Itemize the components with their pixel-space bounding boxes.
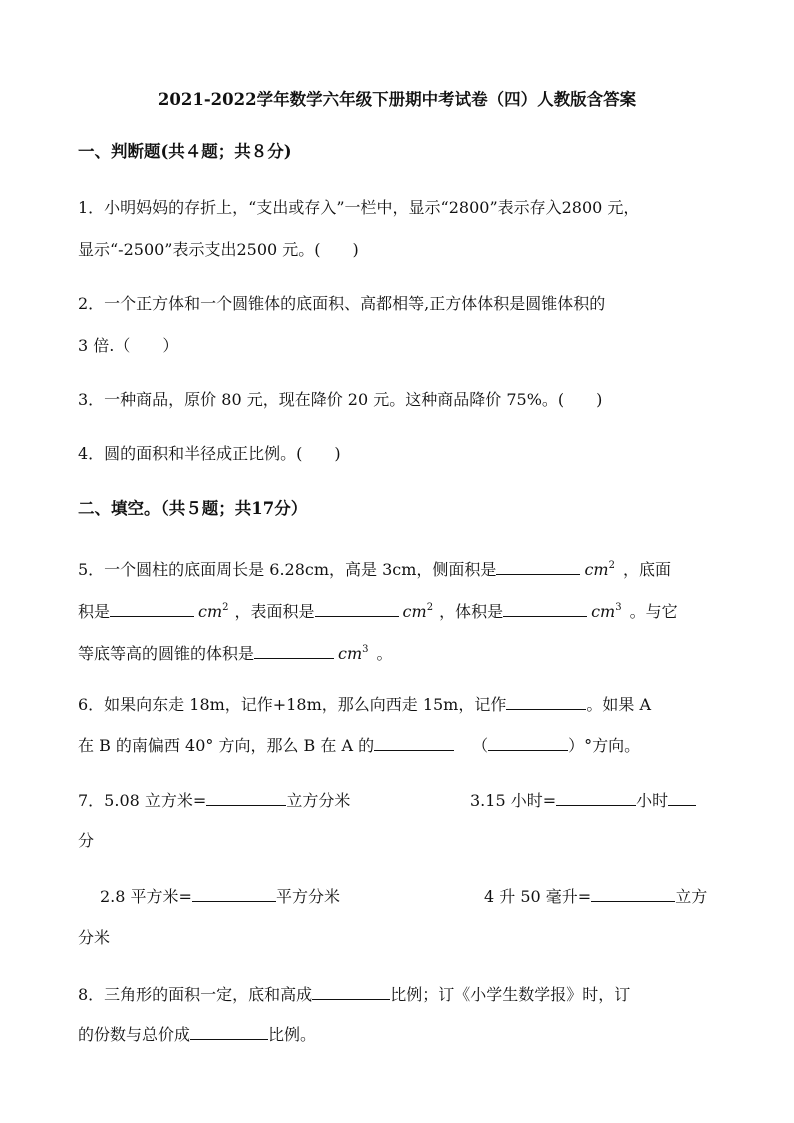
- question-5-line-2: [78, 598, 678, 622]
- q8-text-b: 比例；订《小学生数学报》时，订: [390, 985, 631, 1004]
- answer-blank-cone-volume[interactable]: [254, 643, 334, 659]
- question-2-line-2: 3 倍.（ ）: [78, 336, 179, 355]
- q6-text-b: 。如果 A: [586, 695, 652, 714]
- answer-blank-volume[interactable]: [503, 601, 587, 617]
- q7-text-h: 立方: [675, 887, 708, 906]
- q8-text-c: 的份数与总价成: [78, 1025, 191, 1044]
- answer-blank-hours[interactable]: [556, 790, 636, 806]
- question-4-line-1: 4．圆的面积和半径成正比例。( ): [78, 444, 341, 463]
- q5-text-a: 5．一个圆柱的底面周长是 6.28cm，高是 3cm，侧面积是: [78, 560, 497, 579]
- question-7-item-a: [78, 790, 350, 811]
- question-1-line-2: 显示“-2500”表示支出2500 元。( ): [78, 240, 359, 259]
- answer-blank-litre-dm3[interactable]: [591, 886, 675, 902]
- answer-blank-price-ratio[interactable]: [190, 1024, 268, 1040]
- answer-blank-direction[interactable]: [374, 735, 454, 751]
- question-7-item-d-cont: 分米: [78, 928, 111, 947]
- q6-text-d: （: [472, 736, 489, 755]
- answer-blank-lateral-area[interactable]: [496, 559, 580, 575]
- q6-text-e: ）°方向。: [568, 736, 641, 755]
- q5-text-f: 。与它: [629, 602, 678, 621]
- answer-blank-west[interactable]: [506, 694, 586, 710]
- answer-blank-cubic-dm[interactable]: [206, 790, 286, 806]
- q5-text-b: ，底面: [622, 560, 671, 579]
- question-7-item-c: [100, 886, 340, 907]
- question-7-item-d: [484, 886, 707, 907]
- question-7-item-b-cont: 分: [78, 831, 95, 850]
- q5-text-d: ，表面积是: [234, 602, 315, 621]
- answer-blank-base-area[interactable]: [110, 601, 194, 617]
- q7-text-c: 3.15 小时=: [470, 791, 557, 810]
- q6-text-a: 6．如果向东走 18m，记作+18m，那么向西走 15m，记作: [78, 695, 507, 714]
- q5-text-h: 。: [376, 644, 393, 663]
- section-fill-heading: 二、填空。（共５题；共17分）: [78, 499, 308, 518]
- q7-text-f: 平方分米: [275, 887, 340, 906]
- question-7-item-b: [470, 790, 696, 811]
- question-8-line-1: [78, 984, 630, 1005]
- page-title: 2021-2022学年数学六年级下册期中考试卷（四）人教版含答案: [157, 90, 637, 109]
- q6-text-c: 在 B 的南偏西 40° 方向，那么 B 在 A 的: [78, 736, 375, 755]
- answer-blank-surface-area[interactable]: [315, 601, 399, 617]
- q7-text-a: 7．5.08 立方米=: [78, 791, 207, 810]
- question-5-line-1: [78, 556, 671, 580]
- q5-text-c: 积是: [78, 602, 111, 621]
- unit-cm2: $cm^2$: [198, 602, 229, 621]
- question-3-line-1: 3．一种商品，原价 80 元，现在降价 20 元。这种商品降价 75%。( ): [78, 390, 603, 409]
- question-8-line-2: [78, 1024, 316, 1045]
- section-judge-heading: 一、判断题(共４题；共８分): [78, 142, 292, 161]
- unit-cm2: $cm^2$: [584, 560, 615, 579]
- q7-text-b: 立方分米: [286, 791, 351, 810]
- q7-text-d: 小时: [636, 791, 669, 810]
- q5-text-e: ，体积是: [439, 602, 504, 621]
- q8-text-d: 比例。: [268, 1025, 317, 1044]
- answer-blank-minutes[interactable]: [668, 790, 696, 806]
- question-1-line-1: 1．小明妈妈的存折上，“支出或存入”一栏中，显示“2800”表示存入2800 元，: [78, 198, 640, 217]
- q5-text-g: 等底等高的圆锥的体积是: [78, 644, 255, 663]
- question-6-line-1: [78, 694, 651, 715]
- question-2-line-1: 2．一个正方体和一个圆锥体的底面积、高都相等,正方体体积是圆锥体积的: [78, 294, 606, 313]
- question-5-line-3: [78, 640, 393, 664]
- q7-text-g: 4 升 50 毫升=: [484, 887, 592, 906]
- unit-cm3: $cm^3$: [591, 602, 622, 621]
- answer-blank-square-dm[interactable]: [192, 886, 276, 902]
- answer-blank-triangle-ratio[interactable]: [312, 984, 390, 1000]
- unit-cm2: $cm^2$: [402, 602, 434, 621]
- question-6-line-2: [78, 735, 640, 756]
- q8-text-a: 8．三角形的面积一定，底和高成: [78, 985, 313, 1004]
- q7-text-e: 2.8 平方米=: [100, 887, 192, 906]
- answer-blank-angle[interactable]: [488, 735, 568, 751]
- unit-cm3: $cm^3$: [338, 644, 369, 663]
